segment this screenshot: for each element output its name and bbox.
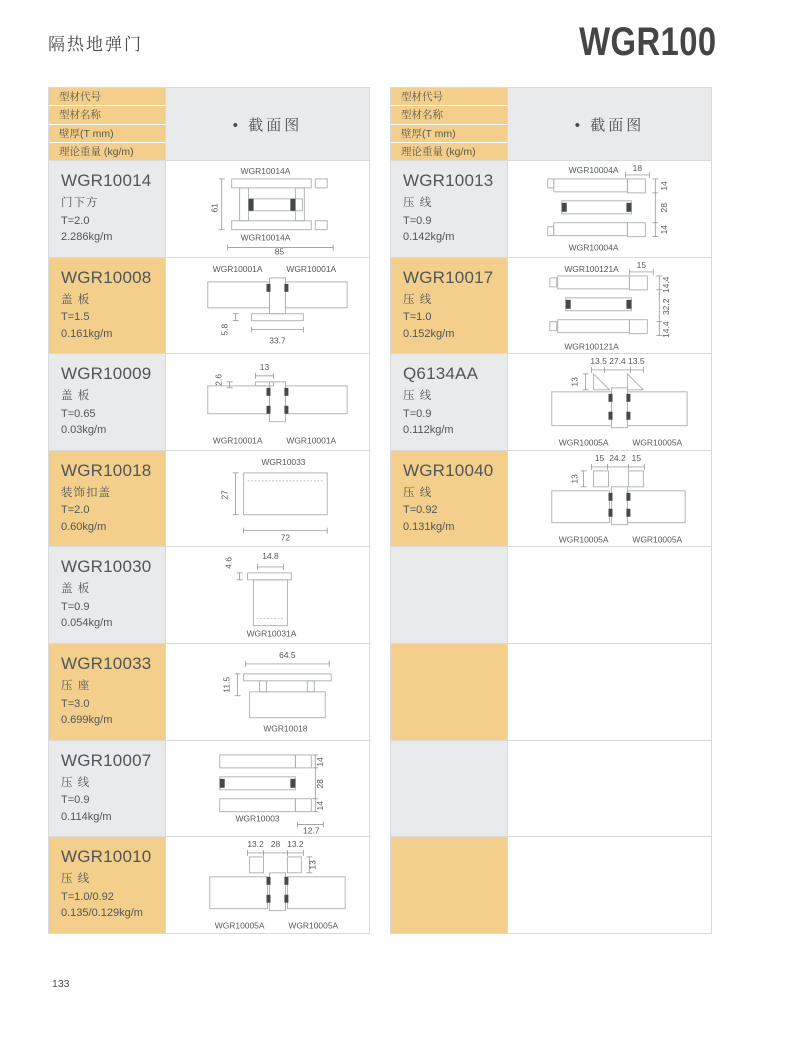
profile-weight: 0.054kg/m bbox=[61, 617, 113, 630]
section-diagram bbox=[166, 837, 369, 933]
profile-thickness: T=3.0 bbox=[61, 697, 90, 710]
table-header bbox=[49, 88, 369, 160]
section-diagram-cell bbox=[166, 741, 369, 837]
svg-text:13.5: 13.5 bbox=[590, 356, 607, 367]
svg-text:18: 18 bbox=[632, 162, 643, 173]
profile-name: 压 线 bbox=[61, 776, 91, 789]
page-number: 133 bbox=[52, 978, 70, 990]
section-diagram-cell bbox=[166, 354, 369, 450]
profile-info-cell bbox=[49, 451, 166, 547]
profile-info-cell bbox=[391, 837, 508, 933]
svg-text:WGR10001A: WGR10001A bbox=[286, 435, 337, 446]
section-diagram-cell bbox=[166, 258, 369, 354]
profile-code: WGR10018 bbox=[61, 460, 152, 480]
profile-thickness: T=0.65 bbox=[61, 407, 96, 420]
table-row bbox=[391, 353, 711, 450]
profile-weight: 0.161kg/m bbox=[61, 327, 113, 340]
svg-text:WGR10003: WGR10003 bbox=[235, 813, 280, 824]
svg-text:14.8: 14.8 bbox=[262, 551, 279, 562]
svg-text:13.2: 13.2 bbox=[287, 839, 304, 850]
header-cell-thickness: 壁厚(T mm) bbox=[391, 125, 507, 143]
svg-text:WGR10014A: WGR10014A bbox=[240, 165, 291, 176]
svg-text:WGR10033: WGR10033 bbox=[261, 456, 306, 467]
profile-code: WGR10009 bbox=[61, 364, 152, 384]
table-row bbox=[391, 836, 711, 933]
section-diagram-cell bbox=[166, 161, 369, 257]
svg-text:14.4: 14.4 bbox=[661, 321, 672, 338]
profile-weight: 0.142kg/m bbox=[403, 231, 455, 244]
profile-info-cell bbox=[391, 547, 508, 643]
table-row bbox=[49, 257, 369, 354]
profile-info-cell bbox=[49, 258, 166, 354]
profile-weight: 0.112kg/m bbox=[403, 424, 454, 437]
profile-code: WGR10017 bbox=[403, 267, 494, 287]
svg-text:WGR10005A: WGR10005A bbox=[558, 534, 609, 545]
table-row bbox=[391, 643, 711, 740]
profile-code: WGR10040 bbox=[403, 460, 494, 480]
svg-text:28: 28 bbox=[659, 203, 670, 213]
profile-weight: 0.03kg/m bbox=[61, 424, 107, 437]
profile-info-cell bbox=[391, 258, 508, 354]
svg-text:WGR10005A: WGR10005A bbox=[632, 534, 683, 545]
svg-text:WGR10005A: WGR10005A bbox=[632, 437, 683, 448]
svg-text:33.7: 33.7 bbox=[269, 335, 286, 346]
section-diagram bbox=[166, 451, 369, 547]
section-header-cell bbox=[508, 88, 711, 160]
svg-text:15: 15 bbox=[594, 452, 605, 463]
svg-text:4.6: 4.6 bbox=[223, 557, 234, 570]
svg-text:WGR10014A: WGR10014A bbox=[240, 232, 291, 243]
table-header bbox=[391, 88, 711, 160]
profile-code: WGR10014 bbox=[61, 171, 152, 190]
svg-text:32.2: 32.2 bbox=[661, 298, 672, 315]
section-diagram-cell bbox=[166, 451, 369, 547]
profile-weight: 0.60kg/m bbox=[61, 520, 107, 533]
header-cell-weight: 理论重量 (kg/m) bbox=[391, 143, 507, 160]
profile-thickness: T=0.9 bbox=[61, 600, 90, 613]
svg-text:72: 72 bbox=[280, 532, 291, 543]
svg-text:28: 28 bbox=[315, 778, 326, 789]
section-diagram bbox=[166, 644, 369, 740]
svg-text:15: 15 bbox=[636, 259, 647, 270]
table-row bbox=[391, 546, 711, 643]
profile-table-right bbox=[390, 87, 712, 934]
profile-code: WGR10007 bbox=[61, 750, 152, 770]
svg-text:WGR10005A: WGR10005A bbox=[214, 920, 265, 931]
svg-text:14: 14 bbox=[659, 181, 670, 191]
profile-thickness: T=2.0 bbox=[61, 504, 90, 517]
profile-code: WGR10008 bbox=[61, 267, 152, 287]
section-diagram-cell bbox=[508, 354, 711, 450]
svg-text:5.8: 5.8 bbox=[219, 323, 230, 336]
svg-text:WGR10018: WGR10018 bbox=[263, 723, 308, 734]
profile-code: Q6134AA bbox=[403, 364, 479, 384]
section-diagram bbox=[166, 741, 369, 837]
section-diagram-cell bbox=[508, 161, 711, 257]
profile-name: 门下方 bbox=[61, 197, 99, 209]
header-cell-thickness: 壁厚(T mm) bbox=[49, 125, 165, 143]
svg-text:27: 27 bbox=[219, 489, 230, 500]
profile-code: WGR10013 bbox=[403, 171, 494, 190]
svg-text:13.5: 13.5 bbox=[628, 356, 645, 367]
section-diagram bbox=[166, 354, 369, 450]
section-diagram bbox=[508, 161, 711, 257]
table-row bbox=[49, 450, 369, 547]
profile-name: 压 线 bbox=[403, 390, 433, 403]
profile-name: 盖 板 bbox=[61, 293, 91, 306]
profile-weight: 0.114kg/m bbox=[61, 810, 112, 823]
profile-weight: 2.286kg/m bbox=[61, 231, 113, 244]
header-label-column bbox=[49, 88, 166, 160]
profile-name: 压 线 bbox=[403, 486, 433, 499]
profile-info-cell bbox=[49, 354, 166, 450]
svg-text:WGR10004A: WGR10004A bbox=[568, 164, 619, 175]
profile-thickness: T=2.0 bbox=[61, 214, 90, 227]
table-row bbox=[391, 257, 711, 354]
profile-info-cell bbox=[391, 161, 508, 257]
section-diagram bbox=[166, 258, 369, 354]
profile-info-cell bbox=[49, 741, 166, 837]
profile-weight: 0.131kg/m bbox=[403, 520, 455, 533]
profile-info-cell bbox=[49, 644, 166, 740]
profile-name: 压 座 bbox=[61, 679, 91, 692]
svg-text:WGR10005A: WGR10005A bbox=[288, 920, 339, 931]
table-row bbox=[49, 740, 369, 837]
svg-text:WGR100121A: WGR100121A bbox=[564, 263, 619, 274]
section-diagram-cell bbox=[166, 547, 369, 643]
svg-text:WGR10005A: WGR10005A bbox=[558, 437, 609, 448]
svg-text:24.2: 24.2 bbox=[609, 452, 626, 463]
profile-code: WGR10033 bbox=[61, 653, 152, 673]
profile-code: WGR10030 bbox=[61, 557, 152, 577]
header-label-column bbox=[391, 88, 508, 160]
section-header-label: • 截面图 bbox=[232, 116, 303, 134]
profile-name: 压 线 bbox=[403, 197, 433, 209]
table-row bbox=[49, 836, 369, 933]
svg-text:WGR10001A: WGR10001A bbox=[212, 263, 263, 274]
svg-text:14: 14 bbox=[315, 756, 326, 767]
table-row bbox=[391, 740, 711, 837]
profile-info-cell bbox=[391, 451, 508, 547]
profile-thickness: T=0.92 bbox=[403, 504, 438, 517]
section-diagram-cell bbox=[508, 547, 711, 643]
section-diagram bbox=[508, 451, 711, 547]
profile-name: 压 线 bbox=[403, 293, 433, 306]
table-row bbox=[391, 160, 711, 257]
svg-text:WGR10001A: WGR10001A bbox=[286, 263, 337, 274]
header-cell-name: 型材名称 bbox=[391, 106, 507, 124]
profile-info-cell bbox=[391, 741, 508, 837]
profile-thickness: T=1.0 bbox=[403, 311, 432, 324]
svg-text:13: 13 bbox=[307, 860, 318, 870]
section-diagram-cell bbox=[508, 644, 711, 740]
series-code: WGR100 bbox=[578, 20, 716, 64]
profile-table-left bbox=[48, 87, 370, 934]
svg-text:61: 61 bbox=[209, 203, 220, 213]
svg-text:2.6: 2.6 bbox=[213, 374, 224, 386]
profile-name: 压 线 bbox=[61, 873, 91, 886]
header-cell-code: 型材代号 bbox=[391, 88, 507, 106]
section-diagram bbox=[166, 161, 369, 257]
section-diagram-cell bbox=[508, 741, 711, 837]
table-row bbox=[391, 450, 711, 547]
header-cell-code: 型材代号 bbox=[49, 88, 165, 106]
profile-thickness: T=0.9 bbox=[403, 214, 432, 227]
table-row bbox=[49, 546, 369, 643]
svg-text:13: 13 bbox=[259, 362, 270, 373]
profile-name: 装饰扣盖 bbox=[61, 486, 111, 499]
section-diagram-cell bbox=[166, 644, 369, 740]
svg-text:27.4: 27.4 bbox=[609, 356, 626, 367]
table-row bbox=[49, 353, 369, 450]
header-cell-name: 型材名称 bbox=[49, 106, 165, 124]
svg-text:28: 28 bbox=[270, 839, 281, 850]
profile-weight: 0.152kg/m bbox=[403, 327, 455, 340]
section-header-label: • 截面图 bbox=[574, 116, 645, 134]
profile-thickness: T=1.5 bbox=[61, 311, 90, 324]
profile-info-cell bbox=[391, 644, 508, 740]
section-diagram bbox=[508, 354, 711, 450]
profile-weight: 0.135/0.129kg/m bbox=[61, 907, 143, 920]
svg-text:13: 13 bbox=[569, 377, 580, 387]
profile-info-cell bbox=[391, 354, 508, 450]
svg-text:WGR10004A: WGR10004A bbox=[568, 242, 619, 253]
svg-text:WGR10001A: WGR10001A bbox=[212, 435, 263, 446]
section-diagram-cell bbox=[166, 837, 369, 933]
profile-weight: 0.699kg/m bbox=[61, 714, 113, 727]
svg-text:13: 13 bbox=[569, 473, 580, 484]
section-diagram bbox=[166, 547, 369, 643]
section-diagram-cell bbox=[508, 451, 711, 547]
profile-thickness: T=0.9 bbox=[403, 407, 432, 420]
svg-text:14.4: 14.4 bbox=[661, 276, 672, 293]
svg-text:85: 85 bbox=[274, 246, 285, 257]
profile-thickness: T=1.0/0.92 bbox=[61, 890, 114, 903]
profile-info-cell bbox=[49, 161, 166, 257]
svg-text:11.5: 11.5 bbox=[221, 676, 232, 693]
page-title: 隔热地弹门 bbox=[48, 35, 143, 54]
profile-code: WGR10010 bbox=[61, 847, 152, 867]
section-diagram-cell bbox=[508, 837, 711, 933]
profile-name: 盖 板 bbox=[61, 583, 91, 596]
svg-text:14: 14 bbox=[659, 225, 670, 235]
svg-text:15: 15 bbox=[631, 452, 642, 463]
svg-text:12.7: 12.7 bbox=[303, 825, 320, 836]
section-diagram bbox=[508, 258, 711, 354]
svg-text:WGR10031A: WGR10031A bbox=[246, 628, 297, 639]
section-diagram-cell bbox=[508, 258, 711, 354]
profile-thickness: T=0.9 bbox=[61, 794, 90, 807]
table-row bbox=[49, 160, 369, 257]
svg-text:WGR100121A: WGR100121A bbox=[564, 341, 619, 352]
svg-text:64.5: 64.5 bbox=[279, 649, 296, 660]
profile-info-cell bbox=[49, 837, 166, 933]
table-row bbox=[49, 643, 369, 740]
profile-info-cell bbox=[49, 547, 166, 643]
svg-text:13.2: 13.2 bbox=[247, 839, 264, 850]
section-header-cell bbox=[166, 88, 369, 160]
header-cell-weight: 理论重量 (kg/m) bbox=[49, 143, 165, 160]
tables-container bbox=[48, 87, 712, 934]
profile-name: 盖 板 bbox=[61, 390, 91, 403]
svg-text:14: 14 bbox=[315, 800, 326, 810]
